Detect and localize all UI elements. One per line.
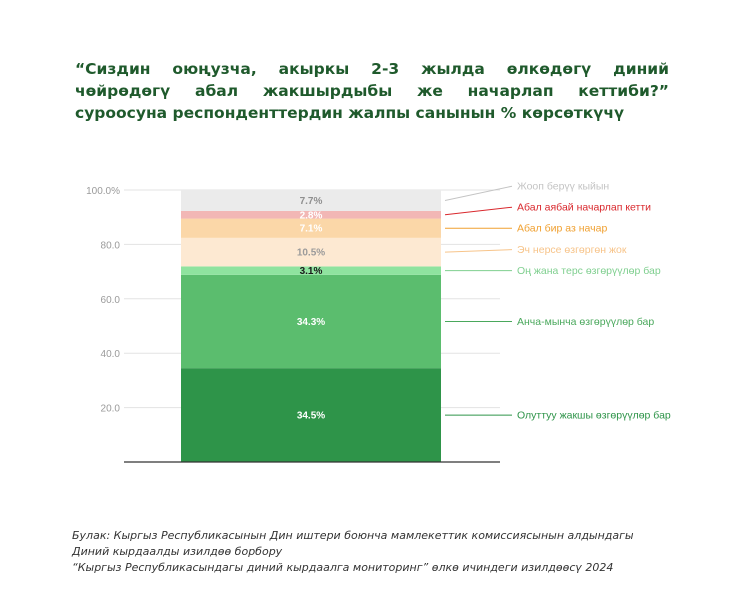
legend-entry: Оң жана терс өзгөрүүлөр бар bbox=[517, 265, 661, 278]
y-tick-label: 60.0 bbox=[100, 294, 120, 306]
y-tick-label: 40.0 bbox=[100, 349, 120, 361]
data-label: 10.5% bbox=[296, 247, 326, 259]
legend-entry: Анча-мынча өзгөрүүлөр бар bbox=[517, 316, 655, 329]
data-label: 2.8% bbox=[299, 210, 323, 222]
data-label: 34.5% bbox=[296, 410, 326, 422]
legend-entry: Эч нерсе өзгөргөн жок bbox=[517, 244, 627, 257]
legend-entry: Жооп берүү кыйын bbox=[517, 180, 610, 193]
data-label: 3.1% bbox=[299, 266, 323, 278]
data-label: 34.3% bbox=[296, 317, 326, 329]
source-line-2: Диний кырдаалды изилдөө борбору bbox=[72, 545, 283, 558]
chart-title-line-3: суроосуна респонденттердин жалпы санынын % көрсөткүчү bbox=[75, 104, 625, 122]
legend-leader-line bbox=[445, 186, 512, 200]
source-note bbox=[72, 528, 712, 576]
chart-title-line-1: “Сиздин оюңузча, акыркы 2-3 жылда өлкөдөгү диний bbox=[75, 60, 669, 78]
data-label: 7.7% bbox=[299, 195, 323, 207]
data-label: 7.1% bbox=[299, 223, 323, 235]
legend-entry: Абал бир аз начар bbox=[517, 222, 608, 235]
legend-leader-line bbox=[445, 250, 512, 253]
y-tick-label: 80.0 bbox=[100, 240, 120, 252]
source-line-1: Булак: Кыргыз Республикасынын Дин иштери боюнча мамлекеттик комиссиясынын алдындагы bbox=[72, 529, 634, 542]
legend-entry: Абал аябай начарлап кетти bbox=[517, 201, 652, 214]
y-tick-label: 20.0 bbox=[100, 403, 120, 415]
chart-title-line-2: чөйрөдөгү абал жакшырдыбы же начарлап кеттиби?” bbox=[75, 82, 669, 100]
legend-entry: Олуттуу жакшы өзгөрүүлөр бар bbox=[517, 409, 671, 422]
legend-leader-line bbox=[445, 207, 512, 215]
y-tick-label: 100.0% bbox=[86, 186, 120, 197]
source-line-3: “Кыргыз Республикасындагы диний кырдаалга мониторинг” өлкө ичиндеги изилдөөсү 2024 bbox=[72, 561, 614, 574]
